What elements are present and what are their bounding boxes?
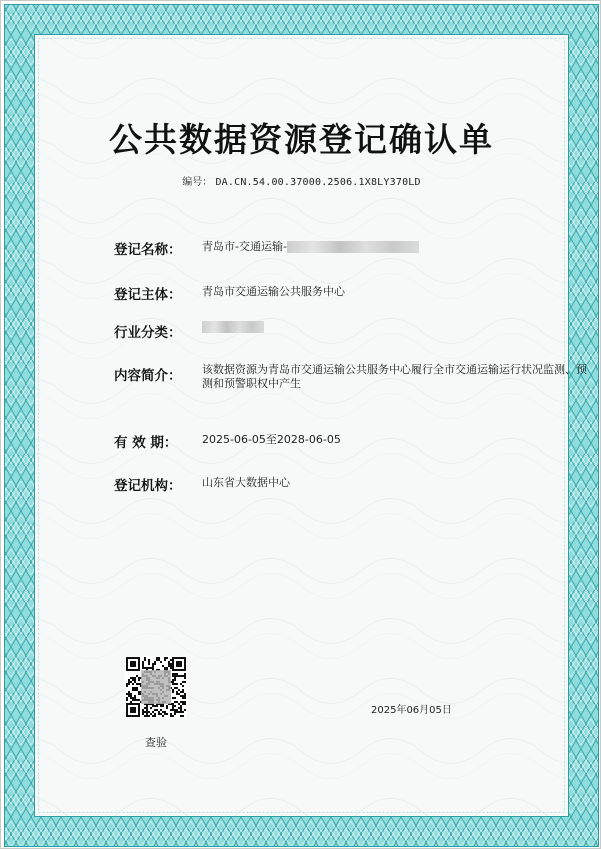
qr-module: [170, 659, 172, 661]
qr-module: [158, 711, 160, 713]
qr-module: [176, 683, 178, 685]
qr-module: [174, 677, 176, 679]
qr-module: [178, 707, 180, 709]
qr-module: [138, 699, 140, 701]
qr-module: [130, 697, 132, 699]
qr-module: [160, 661, 162, 663]
qr-module: [148, 667, 150, 669]
qr-module: [172, 679, 174, 681]
industry-label: 行业分类：: [114, 325, 182, 341]
qr-module: [130, 695, 132, 697]
name-value: 青岛市-交通运输-: [202, 240, 287, 253]
qr-module: [132, 689, 134, 691]
qr-module: [166, 657, 168, 659]
qr-module: [144, 659, 146, 661]
qr-module: [154, 715, 156, 717]
issue-date: 2025年06月05日: [371, 705, 452, 716]
qr-module: [170, 709, 172, 711]
qr-module: [172, 691, 174, 693]
qr-module: [180, 715, 182, 717]
qr-module: [134, 689, 136, 691]
qr-module: [128, 679, 130, 681]
qr-module: [156, 657, 158, 659]
qr-module: [142, 661, 144, 663]
qr-module: [152, 715, 154, 717]
qr-finder-bottom-left: [126, 703, 140, 717]
qr-module: [146, 711, 148, 713]
qr-module: [162, 715, 164, 717]
qr-module: [164, 713, 166, 715]
qr-module: [172, 709, 174, 711]
qr-module: [184, 701, 186, 703]
qr-module: [128, 691, 130, 693]
qr-module: [148, 711, 150, 713]
serial-label: 编号：: [182, 177, 213, 188]
qr-module: [132, 699, 134, 701]
qr-module: [164, 667, 166, 669]
qr-module: [156, 705, 158, 707]
qr-module: [166, 713, 168, 715]
qr-module: [126, 697, 128, 699]
qr-module: [184, 695, 186, 697]
qr-module: [182, 703, 184, 705]
qr-module: [182, 685, 184, 687]
qr-finder-top-left: [126, 657, 140, 671]
qr-module: [170, 713, 172, 715]
qr-module: [132, 679, 134, 681]
qr-module: [134, 679, 136, 681]
qr-module: [184, 675, 186, 677]
qr-module: [134, 681, 136, 683]
qr-module: [178, 711, 180, 713]
qr-module: [176, 709, 178, 711]
qr-module: [146, 705, 148, 707]
qr-module: [170, 663, 172, 665]
qr-module: [134, 697, 136, 699]
qr-finder-top-right: [172, 657, 186, 671]
qr-module: [174, 701, 176, 703]
qr-module: [154, 661, 156, 663]
qr-module: [144, 715, 146, 717]
qr-module: [144, 711, 146, 713]
qr-module: [146, 713, 148, 715]
qr-module: [176, 675, 178, 677]
qr-module: [180, 705, 182, 707]
qr-module: [126, 685, 128, 687]
qr-module: [172, 705, 174, 707]
qr-module: [130, 677, 132, 679]
qr-module: [180, 707, 182, 709]
qr-module: [176, 711, 178, 713]
qr-module: [166, 707, 168, 709]
qr-module: [162, 705, 164, 707]
qr-module: [130, 701, 132, 703]
qr-module: [178, 693, 180, 695]
qr-module: [168, 665, 170, 667]
qr-module: [182, 681, 184, 683]
qr-module: [170, 665, 172, 667]
qr-module: [162, 711, 164, 713]
qr-module: [142, 709, 144, 711]
qr-module: [174, 673, 176, 675]
qr-module: [136, 675, 138, 677]
qr-module: [174, 711, 176, 713]
qr-module: [158, 713, 160, 715]
qr-module: [164, 657, 166, 659]
qr-module: [156, 659, 158, 661]
qr-module: [132, 697, 134, 699]
qr-module: [142, 713, 144, 715]
redaction-block: [202, 321, 264, 333]
subject-value: 青岛市交通运输公共服务中心: [202, 285, 345, 298]
qr-module: [160, 709, 162, 711]
qr-module: [176, 691, 178, 693]
qr-module: [170, 715, 172, 717]
subject-label: 登记主体：: [114, 287, 182, 303]
qr-module: [144, 657, 146, 659]
qr-module: [172, 683, 174, 685]
name-value-row: [202, 240, 419, 254]
qr-module: [168, 663, 170, 665]
qr-module: [164, 659, 166, 661]
qr-verify-label: 查验: [145, 736, 167, 749]
qr-module: [176, 693, 178, 695]
qr-module: [174, 687, 176, 689]
qr-module: [168, 661, 170, 663]
qr-module: [182, 675, 184, 677]
qr-module: [128, 683, 130, 685]
qr-module: [148, 715, 150, 717]
intro-value: 该数据资源为青岛市交通运输公共服务中心履行全市交通运输运行状况监测、预测和预警职权中产生: [202, 363, 587, 390]
name-label: 登记名称：: [114, 242, 182, 258]
qr-module: [130, 693, 132, 695]
qr-module: [184, 673, 186, 675]
qr-module: [138, 693, 140, 695]
qr-module: [180, 675, 182, 677]
qr-module: [146, 707, 148, 709]
qr-module: [134, 677, 136, 679]
qr-module: [172, 681, 174, 683]
qr-module: [154, 709, 156, 711]
qr-module: [180, 701, 182, 703]
qr-module: [146, 715, 148, 717]
qr-module: [132, 687, 134, 689]
qr-module: [154, 663, 156, 665]
qr-module: [184, 697, 186, 699]
intro-label: 内容简介：: [114, 368, 182, 384]
qr-module: [126, 699, 128, 701]
qr-module: [136, 683, 138, 685]
qr-module: [152, 665, 154, 667]
qr-module: [174, 705, 176, 707]
qr-module: [134, 687, 136, 689]
qr-redaction: [141, 670, 171, 704]
qr-module: [172, 673, 174, 675]
qr-module: [142, 711, 144, 713]
qr-module: [178, 703, 180, 705]
qr-module: [174, 679, 176, 681]
qr-module: [152, 663, 154, 665]
qr-module: [128, 681, 130, 683]
qr-module: [128, 693, 130, 695]
qr-module: [148, 661, 150, 663]
qr-module: [182, 695, 184, 697]
qr-module: [184, 677, 186, 679]
qr-module: [166, 667, 168, 669]
document-title: 公共数据资源登记确认单: [109, 120, 494, 159]
qr-module: [126, 693, 128, 695]
qr-module: [176, 673, 178, 675]
qr-module: [180, 695, 182, 697]
qr-module: [174, 675, 176, 677]
qr-module: [172, 675, 174, 677]
qr-module: [146, 709, 148, 711]
qr-module: [132, 677, 134, 679]
qr-module: [180, 711, 182, 713]
qr-module: [174, 697, 176, 699]
qr-module: [156, 709, 158, 711]
validity-value: 2025-06-05至2028-06-05: [202, 433, 341, 446]
qr-module: [172, 703, 174, 705]
qr-module: [130, 681, 132, 683]
qr-module: [138, 683, 140, 685]
qr-module: [174, 709, 176, 711]
agency-label: 登记机构：: [114, 478, 182, 494]
qr-module: [178, 689, 180, 691]
qr-module: [134, 695, 136, 697]
redaction-block: [287, 241, 419, 253]
qr-module: [160, 713, 162, 715]
qr-module: [182, 691, 184, 693]
qr-module: [146, 667, 148, 669]
qr-module: [138, 679, 140, 681]
qr-module: [152, 667, 154, 669]
qr-module: [166, 705, 168, 707]
qr-module: [172, 715, 174, 717]
qr-module: [148, 663, 150, 665]
qr-module: [180, 691, 182, 693]
qr-module: [176, 687, 178, 689]
qr-module: [180, 683, 182, 685]
qr-module: [136, 687, 138, 689]
serial-number: [1, 173, 601, 188]
qr-module: [132, 683, 134, 685]
qr-module: [142, 667, 144, 669]
qr-module: [172, 689, 174, 691]
qr-module: [182, 715, 184, 717]
qr-module: [142, 663, 144, 665]
qr-module: [178, 675, 180, 677]
qr-module: [158, 657, 160, 659]
validity-label: 有 效 期：: [114, 435, 178, 451]
qr-module: [150, 707, 152, 709]
qr-module: [148, 659, 150, 661]
qr-module: [184, 709, 186, 711]
qr-module: [144, 667, 146, 669]
qr-module: [150, 667, 152, 669]
qr-module: [182, 711, 184, 713]
qr-module: [128, 695, 130, 697]
industry-value-row: [202, 320, 264, 334]
qr-module: [136, 699, 138, 701]
qr-code[interactable]: [125, 656, 187, 718]
qr-module: [184, 703, 186, 705]
qr-module: [152, 711, 154, 713]
qr-module: [134, 699, 136, 701]
qr-module: [160, 705, 162, 707]
qr-module: [138, 677, 140, 679]
qr-module: [184, 681, 186, 683]
qr-module: [126, 683, 128, 685]
qr-module: [154, 713, 156, 715]
qr-module: [164, 711, 166, 713]
qr-module: [182, 701, 184, 703]
qr-module: [154, 705, 156, 707]
qr-module: [152, 705, 154, 707]
serial-value: DA.CN.54.00.37000.2506.1X8LY370LD: [215, 177, 421, 188]
qr-module: [182, 697, 184, 699]
qr-module: [162, 665, 164, 667]
agency-value: 山东省大数据中心: [202, 476, 290, 489]
qr-module: [176, 701, 178, 703]
qr-module: [172, 697, 174, 699]
qr-module: [170, 667, 172, 669]
qr-module: [184, 693, 186, 695]
qr-module: [174, 683, 176, 685]
qr-module: [150, 713, 152, 715]
qr-module: [158, 659, 160, 661]
qr-module: [174, 713, 176, 715]
qr-module: [172, 707, 174, 709]
qr-module: [144, 707, 146, 709]
qr-module: [136, 689, 138, 691]
qr-module: [138, 691, 140, 693]
qr-module: [182, 689, 184, 691]
qr-module: [142, 665, 144, 667]
qr-module: [180, 709, 182, 711]
